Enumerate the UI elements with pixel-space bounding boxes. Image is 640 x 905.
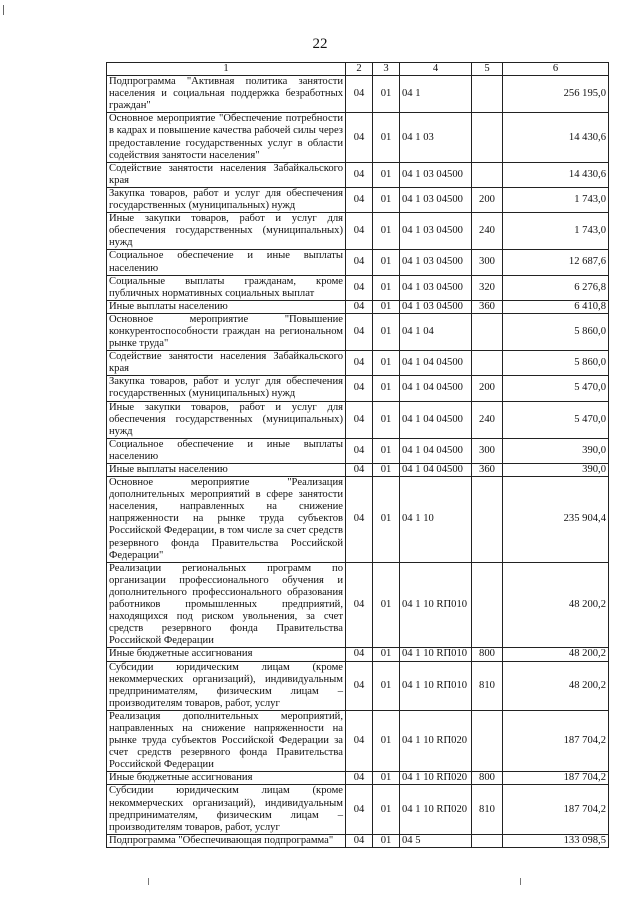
row-section-cell: 04 [346,250,373,275]
row-subsection-cell: 01 [373,438,400,463]
table-row [107,300,609,313]
row-expense-type-cell: 300 [472,438,503,463]
row-section-cell: 04 [346,275,373,300]
row-subsection-cell: 01 [373,648,400,661]
row-amount-cell: 133 098,5 [503,834,609,847]
row-section-cell: 04 [346,464,373,477]
row-subsection-cell: 01 [373,710,400,771]
row-amount-cell: 390,0 [503,438,609,463]
row-subsection-cell: 01 [373,187,400,212]
row-amount-cell: 187 704,2 [503,772,609,785]
row-expense-type-cell [472,477,503,563]
row-subsection-cell: 01 [373,250,400,275]
row-expense-type-cell: 200 [472,376,503,401]
row-expense-type-cell: 800 [472,648,503,661]
table-row [107,187,609,212]
row-target-code-cell: 04 5 [400,834,472,847]
row-subsection-cell: 01 [373,477,400,563]
row-expense-type-cell [472,162,503,187]
header-cell: 1 [107,63,346,76]
row-subsection-cell: 01 [373,76,400,113]
row-expense-type-cell: 240 [472,401,503,438]
row-amount-cell: 5 860,0 [503,313,609,350]
row-expense-type-cell: 240 [472,213,503,250]
row-subsection-cell: 01 [373,275,400,300]
scan-mark [520,878,521,885]
row-target-code-cell: 04 1 10 RП010 [400,661,472,710]
table-row [107,351,609,376]
row-subsection-cell: 01 [373,313,400,350]
row-target-code-cell: 04 1 10 RП020 [400,710,472,771]
row-subsection-cell: 01 [373,376,400,401]
row-expense-type-cell: 810 [472,661,503,710]
row-name-cell: Закупка товаров, работ и услуг для обеспечения государственных (муниципальных) нужд [107,376,346,401]
header-cell: 5 [472,63,503,76]
table-row [107,162,609,187]
row-subsection-cell: 01 [373,401,400,438]
row-subsection-cell: 01 [373,562,400,648]
row-subsection-cell: 01 [373,661,400,710]
row-target-code-cell: 04 1 04 04500 [400,438,472,463]
row-target-code-cell: 04 1 04 04500 [400,376,472,401]
header-cell: 2 [346,63,373,76]
row-section-cell: 04 [346,76,373,113]
row-amount-cell: 6 276,8 [503,275,609,300]
row-section-cell: 04 [346,113,373,162]
row-amount-cell: 5 470,0 [503,376,609,401]
table-row [107,376,609,401]
table-row [107,661,609,710]
table-row [107,275,609,300]
row-expense-type-cell [472,710,503,771]
row-section-cell: 04 [346,162,373,187]
header-cell: 3 [373,63,400,76]
table-row [107,313,609,350]
row-target-code-cell: 04 1 03 04500 [400,250,472,275]
row-name-cell: Иные закупки товаров, работ и услуг для обеспечения государственных (муниципальных) нужд [107,213,346,250]
row-target-code-cell: 04 1 10 RП010 [400,562,472,648]
row-amount-cell: 12 687,6 [503,250,609,275]
row-subsection-cell: 01 [373,113,400,162]
header-cell: 4 [400,63,472,76]
row-section-cell: 04 [346,300,373,313]
row-expense-type-cell [472,562,503,648]
table-row [107,477,609,563]
row-amount-cell: 5 470,0 [503,401,609,438]
row-section-cell: 04 [346,772,373,785]
row-target-code-cell: 04 1 10 [400,477,472,563]
row-section-cell: 04 [346,648,373,661]
row-expense-type-cell: 810 [472,785,503,834]
row-target-code-cell: 04 1 04 04500 [400,351,472,376]
row-expense-type-cell [472,113,503,162]
table-row [107,250,609,275]
row-expense-type-cell: 320 [472,275,503,300]
row-name-cell: Субсидии юридическим лицам (кроме некоммерческих организаций), индивидуальным предпринимателям, физическим лицам – производителям товаров, работ, услуг [107,785,346,834]
row-subsection-cell: 01 [373,785,400,834]
row-amount-cell: 14 430,6 [503,162,609,187]
row-target-code-cell: 04 1 10 RП020 [400,785,472,834]
table-row [107,710,609,771]
row-amount-cell: 256 195,0 [503,76,609,113]
row-target-code-cell: 04 1 [400,76,472,113]
row-name-cell: Иные выплаты населению [107,464,346,477]
row-subsection-cell: 01 [373,162,400,187]
row-target-code-cell: 04 1 03 04500 [400,213,472,250]
row-section-cell: 04 [346,438,373,463]
row-amount-cell: 48 200,2 [503,562,609,648]
row-section-cell: 04 [346,376,373,401]
row-name-cell: Иные выплаты населению [107,300,346,313]
scan-mark [148,878,149,885]
row-target-code-cell: 04 1 04 04500 [400,464,472,477]
page-number: 22 [312,36,328,52]
row-name-cell: Подпрограмма "Активная политика занятости населения и социальная поддержка безработных граждан" [107,76,346,113]
row-section-cell: 04 [346,710,373,771]
row-expense-type-cell [472,76,503,113]
row-section-cell: 04 [346,785,373,834]
row-expense-type-cell [472,351,503,376]
row-amount-cell: 5 860,0 [503,351,609,376]
row-amount-cell: 48 200,2 [503,661,609,710]
row-expense-type-cell: 300 [472,250,503,275]
table-row [107,438,609,463]
row-name-cell: Реализации региональных программ по организации профессионального обучения и дополнительного профессионального образования работников промышленных предприятий, находящихся под риском увольнения, за счет средств резервного фонда Правительства Российской Федерации [107,562,346,648]
row-name-cell: Подпрограмма "Обеспечивающая подпрограмма" [107,834,346,847]
row-section-cell: 04 [346,313,373,350]
row-subsection-cell: 01 [373,300,400,313]
table-header-row [107,63,609,76]
table-row [107,213,609,250]
row-expense-type-cell [472,313,503,350]
table-row [107,772,609,785]
row-name-cell: Субсидии юридическим лицам (кроме некоммерческих организаций), индивидуальным предпринимателям, физическим лицам – производителям товаров, работ, услуг [107,661,346,710]
row-expense-type-cell [472,834,503,847]
row-section-cell: 04 [346,661,373,710]
table-row [107,834,609,847]
row-subsection-cell: 01 [373,772,400,785]
table-row [107,401,609,438]
row-subsection-cell: 01 [373,213,400,250]
row-amount-cell: 1 743,0 [503,213,609,250]
table-row [107,648,609,661]
margin-mark [3,5,4,15]
row-target-code-cell: 04 1 04 04500 [400,401,472,438]
row-amount-cell: 390,0 [503,464,609,477]
row-name-cell: Основное мероприятие "Обеспечение потребности в кадрах и повышение качества рабочей силы через предоставление государственных услуг в области содействия занятости населения" [107,113,346,162]
row-section-cell: 04 [346,213,373,250]
row-name-cell: Социальные выплаты гражданам, кроме публичных нормативных социальных выплат [107,275,346,300]
row-name-cell: Иные закупки товаров, работ и услуг для обеспечения государственных (муниципальных) нужд [107,401,346,438]
row-section-cell: 04 [346,401,373,438]
row-expense-type-cell: 360 [472,464,503,477]
table-row [107,785,609,834]
row-amount-cell: 6 410,8 [503,300,609,313]
table-row [107,562,609,648]
row-subsection-cell: 01 [373,464,400,477]
row-subsection-cell: 01 [373,834,400,847]
header-cell: 6 [503,63,609,76]
row-section-cell: 04 [346,351,373,376]
row-target-code-cell: 04 1 03 [400,113,472,162]
row-name-cell: Социальное обеспечение и иные выплаты населению [107,250,346,275]
table-row [107,113,609,162]
row-section-cell: 04 [346,187,373,212]
row-target-code-cell: 04 1 04 [400,313,472,350]
row-name-cell: Реализация дополнительных мероприятий, направленных на снижение напряженности на рынке труда субъектов Российской Федерации за счет средств резервного фонда Правительства Российской Федерации [107,710,346,771]
row-target-code-cell: 04 1 03 04500 [400,300,472,313]
row-name-cell: Основное мероприятие "Реализация дополнительных мероприятий в сфере занятости населения, направленных на снижение напряженности на рынке труда субъектов Российской Федерации, в том числе за счет средств резервного фонда Правительства Российской Федерации" [107,477,346,563]
row-target-code-cell: 04 1 10 RП010 [400,648,472,661]
row-target-code-cell: 04 1 03 04500 [400,187,472,212]
row-amount-cell: 235 904,4 [503,477,609,563]
table-row [107,464,609,477]
budget-table [106,62,609,848]
row-name-cell: Социальное обеспечение и иные выплаты населению [107,438,346,463]
row-expense-type-cell: 800 [472,772,503,785]
row-expense-type-cell: 360 [472,300,503,313]
row-amount-cell: 187 704,2 [503,785,609,834]
row-section-cell: 04 [346,834,373,847]
row-name-cell: Закупка товаров, работ и услуг для обеспечения государственных (муниципальных) нужд [107,187,346,212]
row-name-cell: Иные бюджетные ассигнования [107,648,346,661]
row-amount-cell: 48 200,2 [503,648,609,661]
row-name-cell: Основное мероприятие "Повышение конкурентоспособности граждан на региональном рынке труда" [107,313,346,350]
row-amount-cell: 14 430,6 [503,113,609,162]
row-name-cell: Содействие занятости населения Забайкальского края [107,162,346,187]
row-name-cell: Содействие занятости населения Забайкальского края [107,351,346,376]
row-target-code-cell: 04 1 10 RП020 [400,772,472,785]
row-section-cell: 04 [346,477,373,563]
row-name-cell: Иные бюджетные ассигнования [107,772,346,785]
row-target-code-cell: 04 1 03 04500 [400,275,472,300]
row-subsection-cell: 01 [373,351,400,376]
row-target-code-cell: 04 1 03 04500 [400,162,472,187]
row-expense-type-cell: 200 [472,187,503,212]
row-amount-cell: 187 704,2 [503,710,609,771]
row-section-cell: 04 [346,562,373,648]
row-amount-cell: 1 743,0 [503,187,609,212]
table-row [107,76,609,113]
